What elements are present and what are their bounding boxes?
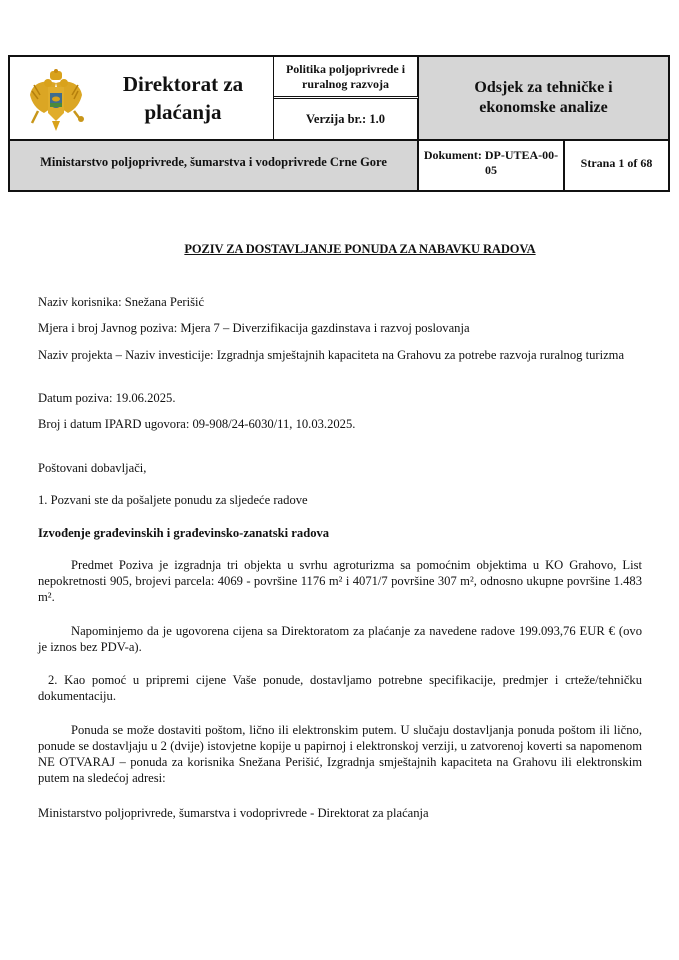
price-note-paragraph: Napominjemo da je ugovorena cijena sa Direktoratom za plaćanje za navedene radove 199.093,76 EUR € (ovo je iznos bez PDV-a). [38,624,642,654]
list-item-1: 1. Pozvani ste da pošaljete ponudu za sljedeće radove [38,493,308,507]
policy-label: Politika poljoprivrede i ruralnog razvoja [274,57,419,99]
greeting: Poštovani dobavljači, [38,461,147,475]
header-logo-cell [10,57,274,139]
ministry-label: Ministarstvo poljoprivrede, šumarstva i vodoprivrede Crne Gore [10,139,419,190]
page-number: Strana 1 of 68 [565,139,668,190]
measure-line: Mjera i broj Javnog poziva: Mjera 7 – Diverzifikacija gazdinstava i razvoj poslovanja [38,321,470,335]
address-line: Ministarstvo poljoprivrede, šumarstva i vodoprivrede - Direktorat za plaćanja [38,806,429,820]
project-line: Naziv projekta – Naziv investicije: Izgradnja smještajnih kapaciteta na Grahovu za potrebe razvoja ruralnog turizma [38,348,625,362]
version-label: Verzija br.: 1.0 [274,99,419,139]
document-header-table [8,55,670,192]
contract-line: Broj i datum IPARD ugovora: 09-908/24-6030/11, 10.03.2025. [38,417,356,431]
document-code: Dokument: DP-UTEA-00-05 [419,139,565,190]
montenegro-coat-of-arms-icon [26,69,86,133]
call-date-line: Datum poziva: 19.06.2025. [38,391,176,405]
document-title: POZIV ZA DOSTAVLJANJE PONUDA ZA NABAVKU RADOVA [184,242,536,256]
delivery-paragraph: Ponuda se može dostaviti poštom, lično ili elektronskim putem. U slučaju dostavljanja ponuda poštom ili lično, ponude se dostavljaju u 2 (dvije) istovjetne kopije u papirnoj i elektronskoj verziji, u zatvorenoj koverti sa napomenom NE OTVARAJ – ponuda za korisnika Snežana Perišić, Izgradnja smještajnih kapaciteta na Grahovu ili elektronskim putem na sledećoj adresi: [38,723,642,785]
works-heading: Izvođenje građevinskih i građevinsko-zanatski radova [38,526,330,540]
user-name-line: Naziv korisnika: Snežana Perišić [38,295,205,309]
subject-paragraph: Predmet Poziva je izgradnja tri objekta u svrhu agroturizma sa pomoćnim objektima u KO Grahovo, List nepokretnosti 905, brojevi parcela: 4069 - površine 1176 m² i 4071/7 površine 307 m², odnosno ukupne površine 1.483 m². [38,558,642,604]
list-item-2: 2. Kao pomoć u pripremi cijene Vaše ponude, dostavljamo potrebne specifikacije, predmjer i crteže/tehničku dokumentaciju. [38,673,642,703]
org-title: Direktorat za plaćanja [122,72,244,124]
department-label: Odsjek za tehničke i ekonomske analize [419,57,668,139]
